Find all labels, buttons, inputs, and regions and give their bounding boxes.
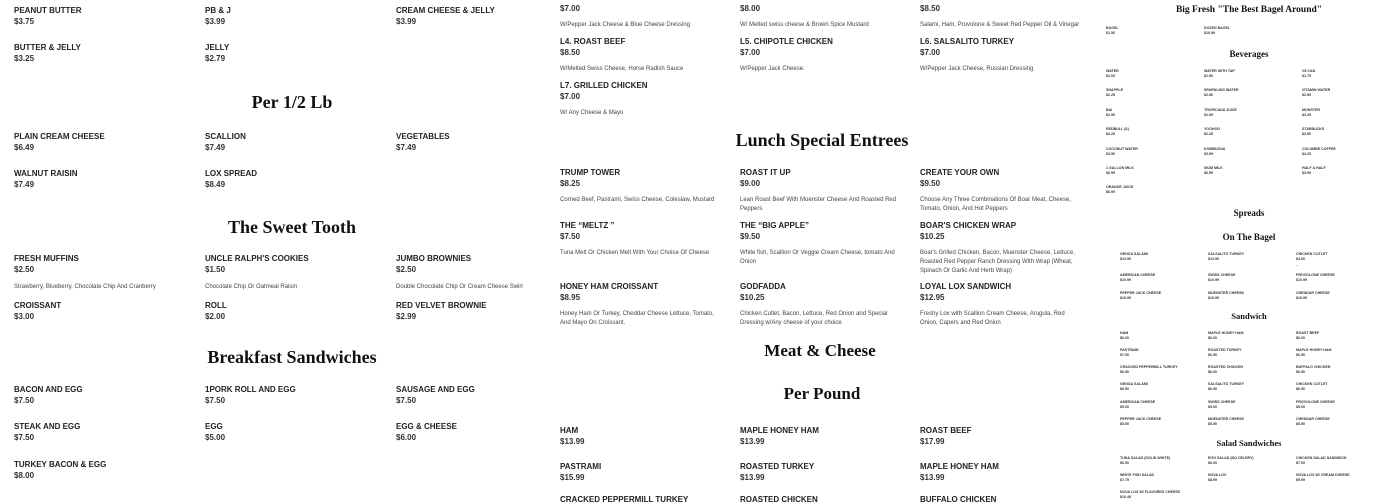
item-name: PASTRAMI xyxy=(560,462,602,471)
item-price: $10.25 xyxy=(920,232,945,241)
item-description: Lean Roast Beef With Muenster Cheese And Roasted Red Peppers xyxy=(740,197,897,212)
item-name: TROPICANA JUICE xyxy=(1204,108,1237,112)
item-price: $6.50 xyxy=(1296,370,1305,374)
item-name: GENOA SALAMI xyxy=(1120,252,1148,256)
item-price: $3.99 xyxy=(396,17,417,26)
item-name: SALSALITO TURKEY xyxy=(1208,252,1245,256)
item-name: BUFFALO CHICKEN xyxy=(1296,365,1331,369)
item-name: NOVA LOX xyxy=(1208,473,1227,477)
item-price: $9.99 xyxy=(1296,478,1305,482)
heading-per-pound: Per Pound xyxy=(783,384,861,403)
item-price: $5.50 xyxy=(1208,422,1217,426)
item-price: $3.25 xyxy=(1106,132,1115,136)
item-name: VEGETABLES xyxy=(396,132,450,141)
heading-per-half-lb: Per 1/2 Lb xyxy=(251,92,333,112)
item-name: ROAST IT UP xyxy=(740,168,791,177)
item-name: AMERICAN CHEESE xyxy=(1120,273,1156,277)
item-name: BUTTER & JELLY xyxy=(14,43,81,52)
item-name: STARBUCKS xyxy=(1302,127,1325,131)
item-description: Tuna Melt Or Chicken Melt With Your Choice Of Cheese xyxy=(560,250,710,256)
item-name: TUNA SALAD (SOLID WHITE) xyxy=(1120,456,1171,460)
item-name: CHICKEN SALAD SANDWICH xyxy=(1296,456,1347,460)
item-name: L7. GRILLED CHICKEN xyxy=(560,81,648,90)
item-name: STEAK AND EGG xyxy=(14,422,81,431)
item-name: 1 GALLON MILK xyxy=(1106,166,1134,170)
item-price: $7.50 xyxy=(14,433,35,442)
item-description: Double Chocolate Chip Or Cream Cheese Swirl xyxy=(396,284,523,290)
heading-sweet-tooth: The Sweet Tooth xyxy=(227,217,357,237)
item-price: $10.99 xyxy=(1296,296,1307,300)
item-name: LOYAL LOX SANDWICH xyxy=(920,282,1012,291)
item-description: Boar's Grilled Chicken, Bacon, Muenster Cheese, Lettuce, Roasted Red Pepper Ranch Dressing With Wrap (Wheat, Spinach Or Garlic And Herb Wrap) xyxy=(920,250,1075,274)
item-price: $7.00 xyxy=(740,48,761,57)
item-name: PEPPER JACK CHEESE xyxy=(1120,291,1162,295)
item-price: $6.99 xyxy=(1204,171,1213,175)
item-price: $8.25 xyxy=(560,179,581,188)
item-name: MUENSTER CHEESE xyxy=(1208,417,1244,421)
item-price: $2.50 xyxy=(1204,93,1213,97)
item-price: $8.49 xyxy=(205,180,226,189)
item-name: ROAST BEEF xyxy=(920,426,972,435)
item-price: $6.00 xyxy=(396,433,417,442)
item-description: W/ Any Cheese & Mayo xyxy=(560,110,624,116)
item-price: $2.50 xyxy=(396,265,417,274)
item-name: JUMBO BROWNIES xyxy=(396,254,472,263)
item-price: $8.95 xyxy=(560,293,581,302)
item-price: $6.00 xyxy=(1208,461,1217,465)
item-name: YOOHOO xyxy=(1204,127,1221,131)
item-price: $4.50 xyxy=(1296,257,1305,261)
item-price: $6.99 xyxy=(1106,190,1115,194)
item-price: $2.99 xyxy=(1302,93,1311,97)
item-price: $5.00 xyxy=(1296,405,1305,409)
item-name: BAI xyxy=(1106,108,1113,112)
item-name: DOZEN BAGEL xyxy=(1204,26,1231,30)
item-price: $15.99 xyxy=(560,473,585,482)
item-name: MAPLE HONEY HAM xyxy=(1208,331,1244,335)
item-price: $6.50 xyxy=(1120,387,1129,391)
item-name: COCONUT WATER xyxy=(1106,147,1138,151)
item-name: BACON AND EGG xyxy=(14,385,83,394)
item-price: $3.99 xyxy=(1302,171,1311,175)
item-price: $10.99 xyxy=(1120,278,1131,282)
heading-breakfast: Breakfast Sandwiches xyxy=(207,347,377,367)
item-price: $10.99 xyxy=(1208,278,1219,282)
item-name: REDBULL (S) xyxy=(1106,127,1129,131)
item-price: $7.49 xyxy=(396,143,417,152)
item-name: MUENSTER CHEESE xyxy=(1208,291,1244,295)
item-price: $10.99 xyxy=(1120,296,1131,300)
item-name: ROASTED CHICKEN xyxy=(1208,365,1243,369)
item-price: $5.00 xyxy=(205,433,226,442)
item-price: $7.50 xyxy=(1120,353,1129,357)
item-price: $1.50 xyxy=(1204,74,1213,78)
item-price: $2.00 xyxy=(205,312,226,321)
heading-big-fresh: Big Fresh "The Best Bagel Around" xyxy=(1175,5,1323,15)
item-price: $3.75 xyxy=(14,17,35,26)
item-name: HALF & HALF xyxy=(1302,166,1326,170)
item-name: PEANUT BUTTER xyxy=(14,6,82,15)
item-price: $10.99 xyxy=(1208,296,1219,300)
item-name: NOVA LOX W/ FLAVORED CHEESE xyxy=(1120,490,1181,494)
item-name: HONEY HAM CROISSANT xyxy=(560,282,659,291)
heading-salad-sandwiches: Salad Sandwiches xyxy=(1216,438,1282,448)
item-name: ROLL xyxy=(205,301,227,310)
heading-beverages: Beverages xyxy=(1229,49,1269,59)
heading-meat-cheese: Meat & Cheese xyxy=(764,341,876,360)
item-name: KOMBUCHA xyxy=(1204,147,1226,151)
item-name: EGG xyxy=(205,422,223,431)
heading-on-the-bagel: On The Bagel xyxy=(1222,232,1276,242)
item-description: W/Pepper Jack Cheese & Blue Cheese Dressing xyxy=(560,22,691,28)
item-price: $7.49 xyxy=(205,143,226,152)
item-name: L6. SALSALITO TURKEY xyxy=(920,37,1015,46)
item-name: ORANGE JUICE xyxy=(1106,185,1134,189)
item-price: $3.25 xyxy=(1302,113,1311,117)
item-name: BUFFALO CHICKEN xyxy=(920,495,997,504)
item-price: $1.50 xyxy=(1106,31,1115,35)
item-name: BOAR'S CHICKEN WRAP xyxy=(920,221,1017,230)
item-name: GENOA SALAMI xyxy=(1120,382,1148,386)
item-name: GODFADDA xyxy=(740,282,786,291)
item-name: ROASTED CHICKEN xyxy=(740,495,818,504)
item-price: $5.50 xyxy=(1296,422,1305,426)
item-price: $3.00 xyxy=(14,312,35,321)
item-description: Choose Any Three Combinations Of Boar Meat, Cheese, Tomato, Onion, And Hot Peppers xyxy=(920,197,1071,212)
item-name: SNAPPLE xyxy=(1106,88,1123,92)
item-price: $6.00 xyxy=(1208,370,1217,374)
item-name: COLUMBE COFFEE xyxy=(1302,147,1336,151)
item-name: WATER WITH TAP xyxy=(1204,69,1235,73)
item-description: Corned Beef, Pastrami, Swiss Cheese, Coleslaw, Mustard xyxy=(560,197,715,203)
item-price: $9.00 xyxy=(740,179,761,188)
item-name: SAUSAGE AND EGG xyxy=(396,385,475,394)
item-price: $9.50 xyxy=(740,232,761,241)
item-price: $7.50 xyxy=(14,396,35,405)
item-price: $8.50 xyxy=(920,4,941,13)
item-price: $4.25 xyxy=(1302,152,1311,156)
item-description: Salami, Ham, Provolone & Sweet Red Pepper Oil & Vinegar xyxy=(920,22,1080,28)
item-price: $1.50 xyxy=(205,265,226,274)
item-name: HAM xyxy=(560,426,579,435)
item-price: $9.50 xyxy=(920,179,941,188)
item-name: SCALLION xyxy=(205,132,246,141)
item-name: CHEDDAR CHEESE xyxy=(1296,417,1330,421)
item-price: $7.00 xyxy=(1296,461,1305,465)
item-name: NOVA LOX W/ CREAM CHEESE xyxy=(1296,473,1350,477)
item-price: $17.99 xyxy=(920,437,945,446)
item-price: $3.50 xyxy=(1302,132,1311,136)
item-name: UNCLE RALPH'S COOKIES xyxy=(205,254,309,263)
item-price: $2.79 xyxy=(205,54,226,63)
item-name: L4. ROAST BEEF xyxy=(560,37,626,46)
item-price: $13.99 xyxy=(740,473,765,482)
item-price: $13.99 xyxy=(1120,257,1131,261)
item-description: W/Pepper Jack Cheese. xyxy=(740,66,805,72)
item-description: W/ Melted swiss cheese & Brown Spice Mustard xyxy=(740,22,869,28)
item-price: $16.99 xyxy=(1204,31,1215,35)
item-price: $10.49 xyxy=(1120,495,1131,499)
item-name: ROASTED TURKEY xyxy=(1208,348,1242,352)
item-name: SWISS CHEESE xyxy=(1208,273,1236,277)
item-name: CHEDDAR CHEESE xyxy=(1296,291,1330,295)
item-price: $2.25 xyxy=(1204,132,1213,136)
item-name: CHICKEN CUTLET xyxy=(1296,252,1328,256)
item-name: PASTRAMI xyxy=(1120,348,1139,352)
item-name: MAPLE HONEY HAM xyxy=(1296,348,1332,352)
item-name: WALNUT RAISIN xyxy=(14,169,78,178)
item-price: $2.99 xyxy=(1106,113,1115,117)
item-price: $2.50 xyxy=(14,265,35,274)
item-price: $13.99 xyxy=(1208,257,1219,261)
item-name: CROISSANT xyxy=(14,301,62,310)
item-name: FRESH MUFFINS xyxy=(14,254,79,263)
item-price: $6.00 xyxy=(1208,336,1217,340)
item-price: $7.49 xyxy=(14,180,35,189)
item-price: $5.50 xyxy=(1120,422,1129,426)
item-description: Chicken Cutlet, Bacon, Lettuce, Red Onion and Special Dressing w/Any cheese of your choice xyxy=(740,311,888,326)
item-price: $6.50 xyxy=(1120,461,1129,465)
item-name: SALSALITO TURKEY xyxy=(1208,382,1245,386)
heading-sandwich: Sandwich xyxy=(1231,311,1267,321)
item-price: $6.50 xyxy=(1120,370,1129,374)
item-description: White fish, Scallion Or Veggie Cream Cheese, tomato And Onion xyxy=(740,250,895,265)
item-name: CRACKED PEPPERMILL TURKEY xyxy=(1120,365,1178,369)
heading-spreads: Spreads xyxy=(1233,208,1265,218)
item-name: SPARKLING WATER xyxy=(1204,88,1239,92)
item-name: PLAIN CREAM CHEESE xyxy=(14,132,105,141)
item-description: W/Melted Swiss Cheese, Horse Radish Sauce xyxy=(560,66,684,72)
item-price: $8.00 xyxy=(14,471,35,480)
item-price: $1.00 xyxy=(1106,74,1115,78)
item-name: SKIM MILK xyxy=(1204,166,1223,170)
item-name: ROAST BEEF xyxy=(1296,331,1320,335)
item-price: $8.50 xyxy=(560,48,581,57)
item-name: RED VELVET BROWNIE xyxy=(396,301,487,310)
item-price: $6.50 xyxy=(1296,353,1305,357)
item-name: BAGEL xyxy=(1106,26,1119,30)
item-name: CREATE YOUR OWN xyxy=(920,168,1000,177)
item-price: $6.99 xyxy=(1106,171,1115,175)
heading-lunch-special: Lunch Special Entrees xyxy=(735,130,909,150)
item-price: $6.50 xyxy=(1208,387,1217,391)
item-price: $13.99 xyxy=(560,437,585,446)
item-name: TRUMP TOWER xyxy=(560,168,621,177)
item-name: CRACKED PEPPERMILL TURKEY xyxy=(560,495,689,504)
item-name: MAPLE HONEY HAM xyxy=(740,426,819,435)
item-name: THE “BIG APPLE” xyxy=(740,221,810,230)
item-price: $7.50 xyxy=(560,232,581,241)
item-name: CREAM CHEESE & JELLY xyxy=(396,6,495,15)
item-price: $13.99 xyxy=(920,473,945,482)
item-price: $12.95 xyxy=(920,293,945,302)
item-price: $2.25 xyxy=(1106,93,1115,97)
item-name: HAM xyxy=(1120,331,1129,335)
item-description: Strawberry, Blueberry, Chocolate Chip And Cranberry xyxy=(14,284,156,290)
item-price: $3.99 xyxy=(1204,152,1213,156)
item-name: ROASTED TURKEY xyxy=(740,462,815,471)
item-name: 1PORK ROLL AND EGG xyxy=(205,385,296,394)
item-price: $6.00 xyxy=(1120,336,1129,340)
item-name: WATER xyxy=(1106,69,1119,73)
item-name: TURKEY BACON & EGG xyxy=(14,460,107,469)
item-name: AMERICAN CHEESE xyxy=(1120,400,1156,404)
item-price: $5.00 xyxy=(1208,405,1217,409)
item-price: $6.50 xyxy=(1296,387,1305,391)
item-description: W/Pepper Jack Cheese, Russian Dressing xyxy=(920,66,1034,72)
item-name: CHICKEN CUTLET xyxy=(1296,382,1328,386)
item-price: $2.99 xyxy=(1204,113,1213,117)
item-price: $3.99 xyxy=(205,17,226,26)
item-price: $8.99 xyxy=(1208,478,1217,482)
item-description: -- xyxy=(1296,263,1299,267)
item-price: $7.50 xyxy=(396,396,417,405)
item-price: $5.00 xyxy=(1120,405,1129,409)
item-name: LOX SPREAD xyxy=(205,169,258,178)
item-name: VITAMIN WATER xyxy=(1302,88,1331,92)
item-price: $3.25 xyxy=(14,54,35,63)
item-price: $3.50 xyxy=(1106,152,1115,156)
item-price: $10.99 xyxy=(1296,278,1307,282)
item-name: PROVOLONE CHEESE xyxy=(1296,273,1335,277)
item-name: WHITE FISH SALAD xyxy=(1120,473,1155,477)
item-price: $7.00 xyxy=(560,4,581,13)
item-name: V8 CAN xyxy=(1302,69,1316,73)
item-price: $8.00 xyxy=(740,4,761,13)
item-name: EGG SALAD (NO CELERY) xyxy=(1208,456,1254,460)
item-price: $2.99 xyxy=(396,312,417,321)
item-name: THE “MELTZ ” xyxy=(560,221,615,230)
item-name: PEPPER JACK CHEESE xyxy=(1120,417,1162,421)
item-price: $6.00 xyxy=(1296,336,1305,340)
item-price: $7.50 xyxy=(205,396,226,405)
item-name: JELLY xyxy=(205,43,230,52)
item-price: $7.00 xyxy=(920,48,941,57)
item-name: MAPLE HONEY HAM xyxy=(920,462,999,471)
item-description: Honey Ham Or Turkey, Cheddar Cheese Lettuce, Tomato, And Mayo On Croissant. xyxy=(560,311,714,326)
item-name: L5. CHIPOTLE CHICKEN xyxy=(740,37,833,46)
item-price: $7.75 xyxy=(1120,478,1129,482)
item-description: Freshy Lox with Scallion Cream Cheese, Arugula, Red Onion, Capers and Red Onion xyxy=(920,311,1065,326)
item-description: Chocolate Chip Or Oatmeal Raisin xyxy=(205,284,298,290)
item-name: PROVOLONE CHEESE xyxy=(1296,400,1335,404)
item-name: SWISS CHEESE xyxy=(1208,400,1236,404)
item-name: EGG & CHEESE xyxy=(396,422,457,431)
item-price: $6.50 xyxy=(1208,353,1217,357)
item-price: $6.49 xyxy=(14,143,35,152)
item-price: $13.99 xyxy=(740,437,765,446)
item-price: $7.00 xyxy=(560,92,581,101)
item-price: $10.25 xyxy=(740,293,765,302)
item-name: PB & J xyxy=(205,6,231,15)
item-price: $1.75 xyxy=(1302,74,1311,78)
item-name: MONSTER xyxy=(1302,108,1320,112)
